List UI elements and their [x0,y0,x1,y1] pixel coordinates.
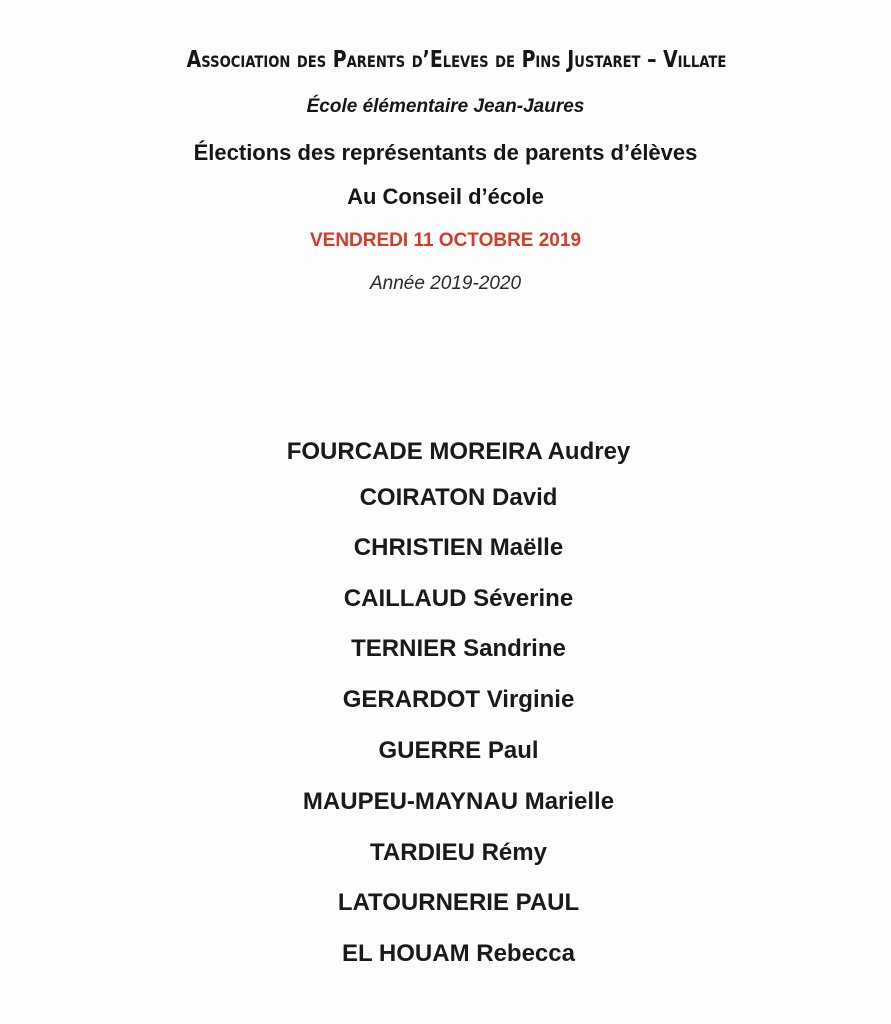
candidate-name: EL HOUAM Rebecca [342,940,575,967]
candidate-name: COIRATON David [359,484,558,511]
school-name: École élémentaire Jean-Jaures [306,96,585,117]
school-year: Année 2019-2020 [369,273,522,294]
council-title: Au Conseil d’école [347,184,544,209]
association-title: Association des Parents d’Eleves de Pins Justaret – Villate [186,47,727,73]
candidate-name: CHRISTIEN Maëlle [353,534,564,561]
candidate-name: CAILLAUD Séverine [343,585,574,612]
candidate-name: FOURCADE MOREIRA Audrey [286,438,631,465]
candidate-name: TARDIEU Rémy [370,839,547,866]
election-date: VENDREDI 11 OCTOBRE 2019 [309,230,582,251]
candidate-name: LATOURNERIE PAUL [337,889,580,916]
candidate-name: GERARDOT Virginie [342,686,575,713]
election-title: Élections des représentants de parents d’élèves [193,140,698,165]
candidate-name: TERNIER Sandrine [351,635,566,662]
candidate-name: MAUPEU-MAYNAU Marielle [302,788,615,815]
candidate-name: GUERRE Paul [378,737,539,764]
